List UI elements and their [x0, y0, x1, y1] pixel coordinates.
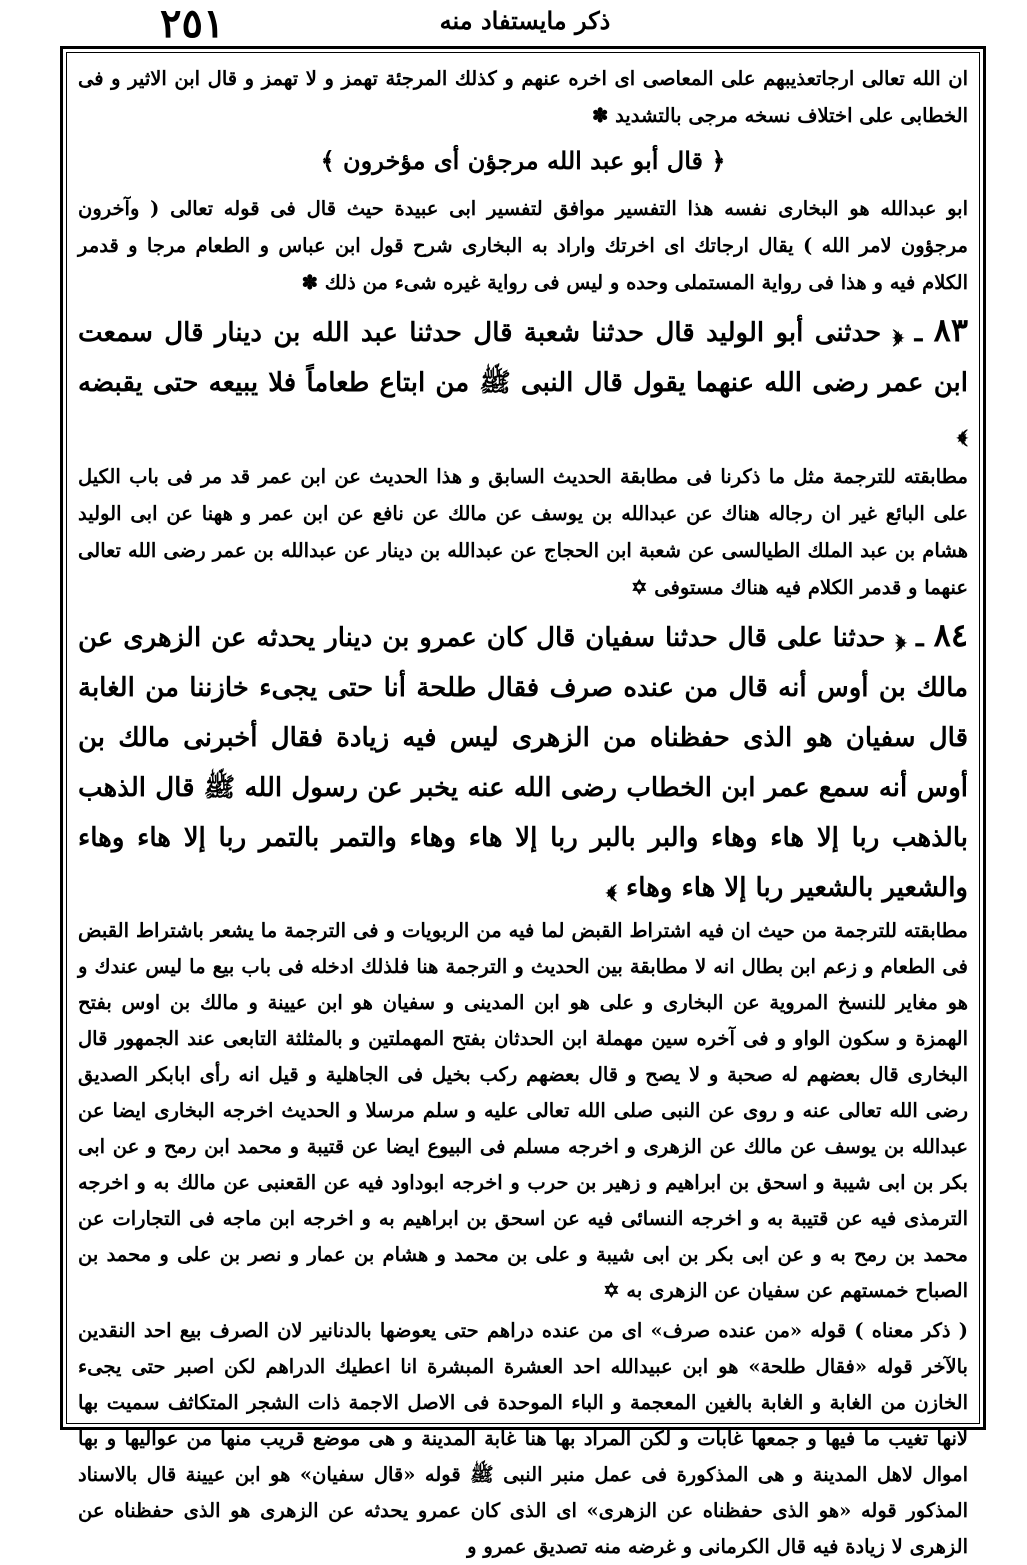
running-title: ذکر مایستفاد منه — [439, 6, 611, 35]
page-body — [78, 60, 968, 1565]
paragraph-commentary: مطابقته للترجمة من حيث ان فيه اشتراط القبض لما فيه من الربويات و فى الترجمة ما يشعر باشتراط القبض فى الطعام و زعم ابن بطال انه لا مطابقة بين الحديث و الترجمة هنا فلذلك ادخله فى باب بيع ما ليس عندك و هو مغاير للنسخ المروية عن البخارى و على هو ابن المدينى و سفيان هو ابن عيينة و مالك بن اوس بفتح الهمزة و سكون الواو و فى آخره سين مهملة ابن الحدثان بفتح المهملتين و بالمثلثة التابعى عند الجمهور قال البخارى قال بعضهم له صحبة و لا يصح و قال بعضهم ركب بخيل فى الجاهلية و قيل انه رأى ابابكر الصديق رضى الله تعالى عنه و روى عن النبى صلى الله تعالى عليه و سلم مرسلا و الحديث اخرجه البخارى ايضا عن عبدالله بن يوسف عن مالك عن الزهرى و اخرجه مسلم فى البيوع ايضا عن قتيبة و محمد ابن رمح و عن ابى بكر بن ابى شيبة و اسحق بن ابراهيم و زهير بن حرب و اخرجه ابوداود فيه عن القعنبى عن مالك به و اخرجه الترمذى فيه عن قتيبة به و اخرجه النسائى فيه عن اسحق بن ابراهيم به و اخرجه ابن ماجه فى التجارات عن محمد بن رمح به و عن ابى بكر بن ابى شيبة و على بن محمد و هشام بن عمار و نصر بن على و محمد بن الصباح خمستهم عن سفيان عن الزهرى به ✡ — [78, 919, 968, 1302]
hadith-number: ٨٤ — [933, 616, 968, 654]
page-header — [60, 0, 990, 50]
paragraph-commentary: ابو عبدالله هو البخارى نفسه هذا التفسير موافق لتفسير ابى عبيدة حيث قال فى قوله تعالى ( وآخرون مرجؤون لامر الله ) يقال ارجاتك اى اخرتك واراد به البخارى شرح قول ابن عباس و الطعام مرجا و قدمر الكلام فيه و هذا فى رواية المستملى وحده و ليس فى رواية غيره شىء من ذلك ✽ — [78, 197, 968, 294]
hadith-83: ٨٣ ـ ﴿ حدثنى أبو الوليد قال حدثنا شعبة قال حدثنا عبد الله بن دينار قال سمعت ابن عمر رضى الله عنهما يقول قال النبى ﷺ من ابتاع طعاماً فلا يبيعه حتى يقبضه ﴾ — [78, 311, 969, 448]
paragraph-meaning: ( ذكر معناه ) قوله «من عنده صرف» اى من عنده دراهم حتى يعوضها بالدنانير لان الصرف بيع احد النقدين بالآخر قوله «فقال طلحة» هو ابن عبيدالله احد العشرة المبشرة انا اعطيك الدراهم لكن اصبر حتى يجىء الخازن من الغابة و الغابة بالغين المعجمة و الباء الموحدة فى الاصل الاجمة ذات الشجر المتكاثف سميت بها لانها تغيب ما فيها و جمعها غابات و لكن المراد بها هنا غابة المدينة و هى موضع قريب منها من عواليها و بها اموال لاهل المدينة و هى المذكورة فى عمل منبر النبى ﷺ قوله «قال سفيان» هو ابن عيينة قال بالاسناد المذكور قوله «هو الذى حفظناه عن الزهرى» اى الذى كان عمرو يحدثه عن الزهرى هو الذى حفظناه عن الزهرى لا زيادة فيه قال الكرمانى و غرضه منه تصديق عمرو و — [78, 1319, 968, 1558]
hadith-text: ﴿ حدثنا على قال حدثنا سفيان قال كان عمرو بن دينار يحدثه عن الزهرى عن مالك بن أوس أنه قال من عنده صرف فقال طلحة أنا حتى يجىء خازننا من الغابة قال سفيان هو الذى حفظناه من الزهرى ليس فيه زيادة فقال أخبرنى مالك بن أوس أنه سمع عمر ابن الخطاب رضى الله عنه يخبر عن رسول الله ﷺ قال الذهب بالذهب ربا إلا هاء وهاء والبر بالبر ربا إلا هاء وهاء والتمر بالتمر ربا إلا هاء وهاء والشعير بالشعير ربا إلا هاء وهاء ﴾ — [78, 623, 968, 903]
paragraph-commentary: مطابقته للترجمة مثل ما ذكرنا فى مطابقة الحديث السابق و هذا الحديث عن ابن عمر قد مر فى باب الكيل على البائع غير ان رجاله هناك عن عبدالله بن يوسف عن مالك عن نافع عن ابن عمر و ههنا عن ابى الوليد هشام بن عبد الملك الطيالسى عن شعبة ابن الحجاج عن عبدالله بن دينار عن عبدالله بن عمر رضى الله تعالى عنهما و قدمر الكلام فيه هناك مستوفى ✡ — [78, 465, 968, 599]
section-heading: ﴿ قال أبو عبد الله مرجؤن أى مؤخرون ﴾ — [320, 146, 726, 175]
paragraph-intro: ان الله تعالى ارجاتعذيبهم على المعاصى اى اخره عنهم و كذلك المرجئة تهمز و لا تهمز و قال ابن الاثير و فى الخطابى على اختلاف نسخه مرجى بالتشديد ✽ — [78, 67, 968, 127]
hadith-84: ٨٤ ـ ﴿ حدثنا على قال حدثنا سفيان قال كان عمرو بن دينار يحدثه عن الزهرى عن مالك بن أوس أنه قال من عنده صرف فقال طلحة أنا حتى يجىء خازننا من الغابة قال سفيان هو الذى حفظناه من الزهرى ليس فيه زيادة فقال أخبرنى مالك بن أوس أنه سمع عمر ابن الخطاب رضى الله عنه يخبر عن رسول الله ﷺ قال الذهب بالذهب ربا إلا هاء وهاء والبر بالبر ربا إلا هاء وهاء والتمر بالتمر ربا إلا هاء وهاء والشعير بالشعير ربا إلا هاء وهاء ﴾ — [78, 616, 968, 903]
hadith-text: ﴿ حدثنى أبو الوليد قال حدثنا شعبة قال حدثنا عبد الله بن دينار قال سمعت ابن عمر رضى الله عنهما يقول قال النبى ﷺ من ابتاع طعاماً فلا يبيعه حتى يقبضه ﴾ — [78, 318, 968, 448]
hadith-number: ٨٣ — [933, 311, 969, 349]
page-number: ٢٥١ — [160, 0, 225, 47]
